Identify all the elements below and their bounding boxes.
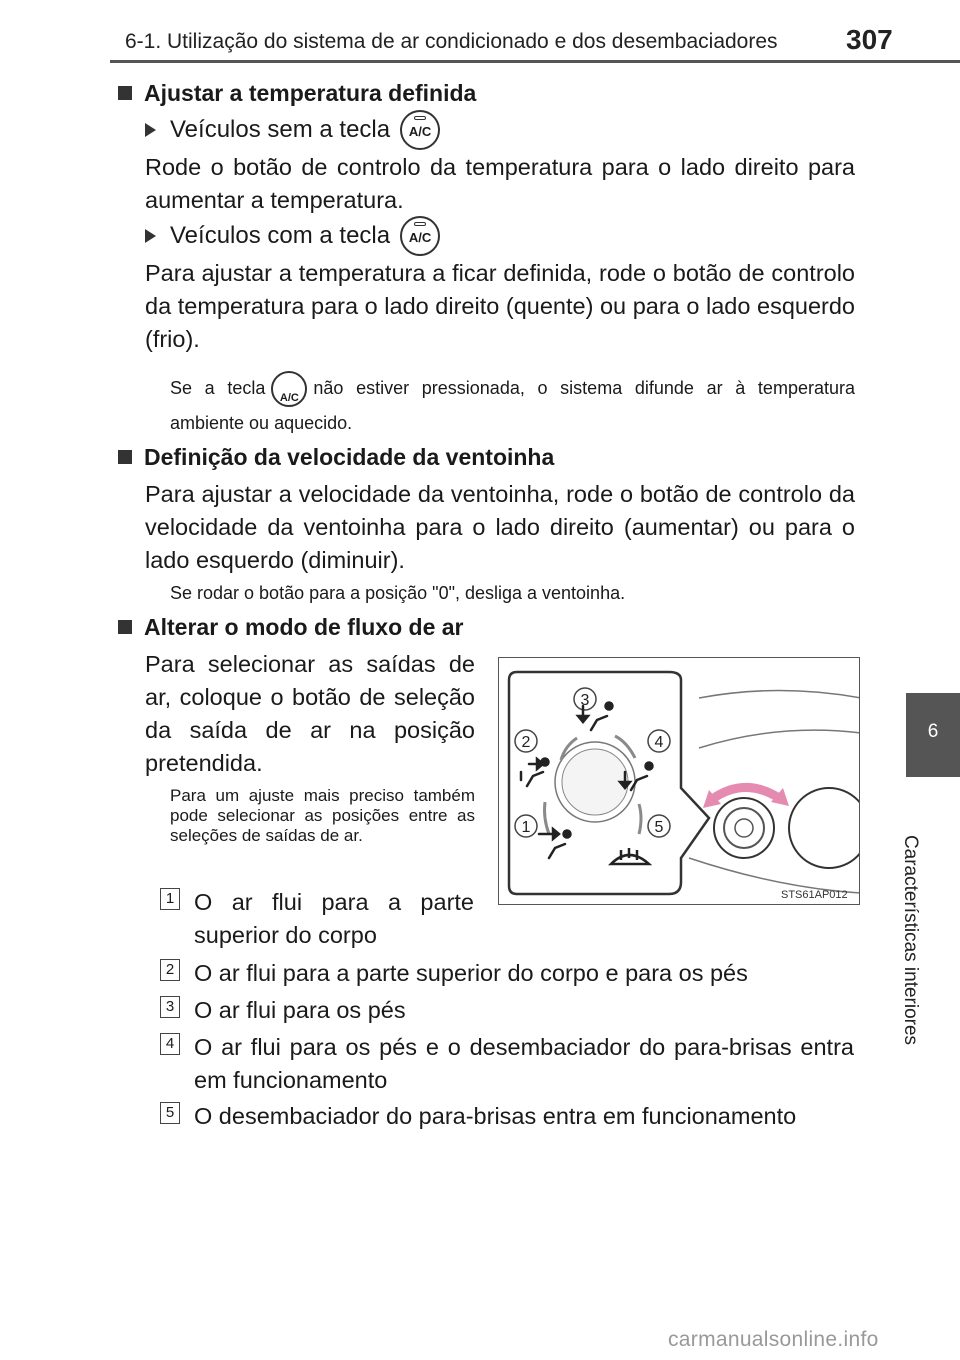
- section-heading-text: Definição da velocidade da ventoinha: [144, 444, 555, 470]
- callout-2: 2: [521, 734, 531, 751]
- section-heading-text: Ajustar a temperatura definida: [144, 80, 477, 106]
- list-item: [160, 1031, 854, 1097]
- item-text: O ar flui para os pés e o desembaciador do para-brisas entra em funcionamento: [194, 1034, 854, 1093]
- chapter-tab-label: Características interiores: [900, 834, 921, 1046]
- item-text: O desembaciador do para-brisas entra em funcionamento: [194, 1103, 797, 1129]
- note-text-before: Se a tecla: [170, 377, 266, 398]
- callout-5: 5: [654, 819, 664, 836]
- chapter-title: 6-1. Utilização do sistema de ar condicionado e dos desembaciadores: [125, 30, 778, 53]
- section-heading-fan-speed: [118, 444, 554, 471]
- square-bullet-icon: [118, 86, 132, 100]
- chapter-tab-number: 6: [927, 721, 939, 742]
- list-item: [160, 1100, 854, 1133]
- paragraph-temperature-with-ac: Para ajustar a temperatura a ficar definida, rode o botão de controlo da temperatura para o lado direito (quente) ou para o lado esquerdo (frio).: [145, 260, 855, 352]
- watermark: carmanualsonline.info: [668, 1328, 879, 1351]
- subheading-with-ac: [145, 216, 440, 256]
- subheading-without-ac: [145, 110, 440, 150]
- subheading-text: Veículos com a tecla: [170, 222, 391, 249]
- ac-button-label: A/C: [279, 392, 299, 404]
- ac-button-label: A/C: [408, 230, 432, 245]
- subheading-text: Veículos sem a tecla: [170, 116, 391, 143]
- item-number: 1: [160, 888, 180, 910]
- paragraph-temperature-no-ac: Rode o botão de controlo da temperatura para o lado direito para aumentar a temperatura.: [145, 154, 855, 213]
- callout-1: 1: [521, 819, 531, 836]
- callout-4: 4: [654, 734, 664, 751]
- paragraph-fan-speed: Para ajustar a velocidade da ventoinha, rode o botão de controlo da velocidade da ventoinha para o lado direito (aumentar) ou para o lado esquerdo (diminuir).: [145, 481, 855, 573]
- header-divider: [110, 60, 960, 63]
- square-bullet-icon: [118, 450, 132, 464]
- ac-button-icon: [400, 216, 440, 256]
- airflow-selector-illustration: [499, 658, 860, 905]
- ac-button-icon: [271, 371, 307, 407]
- section-heading-text: Alterar o modo de fluxo de ar: [144, 614, 464, 640]
- item-number: 3: [160, 996, 180, 1018]
- item-text: O ar flui para a parte superior do corpo: [194, 889, 474, 948]
- section-heading-airflow-mode: [118, 614, 464, 641]
- square-bullet-icon: [118, 620, 132, 634]
- ac-button-icon: [400, 110, 440, 150]
- list-item: [160, 957, 854, 990]
- triangle-bullet-icon: [145, 229, 156, 243]
- section-heading-temperature: [118, 80, 476, 107]
- airflow-selector-diagram: [498, 657, 860, 905]
- note-airflow-fine-adjust: Para um ajuste mais preciso também pode selecionar as posições entre as seleções de saídas de ar.: [170, 786, 475, 845]
- note-text-after: não estiver pressionada, o sistema difunde ar à temperatura ambiente ou aquecido.: [170, 377, 855, 433]
- list-item: [160, 994, 854, 1027]
- chapter-tab[interactable]: [906, 693, 960, 777]
- item-number: 2: [160, 959, 180, 981]
- item-number: 5: [160, 1102, 180, 1124]
- triangle-bullet-icon: [145, 123, 156, 137]
- ac-button-label: A/C: [408, 124, 432, 139]
- page-header: [0, 0, 960, 60]
- note-fan-off: Se rodar o botão para a posição "0", desliga a ventoinha.: [170, 583, 626, 603]
- note-ac-not-pressed: [170, 371, 855, 440]
- paragraph-airflow: Para selecionar as saídas de ar, coloque o botão de seleção da saída de ar na posição pretendida.: [145, 651, 475, 776]
- list-item: [160, 886, 474, 952]
- item-number: 4: [160, 1033, 180, 1055]
- item-text: O ar flui para a parte superior do corpo e para os pés: [194, 960, 748, 986]
- diagram-code: STS61AP012: [781, 889, 848, 901]
- callout-3: 3: [580, 692, 590, 709]
- page-number: 307: [846, 24, 893, 55]
- item-text: O ar flui para os pés: [194, 997, 406, 1023]
